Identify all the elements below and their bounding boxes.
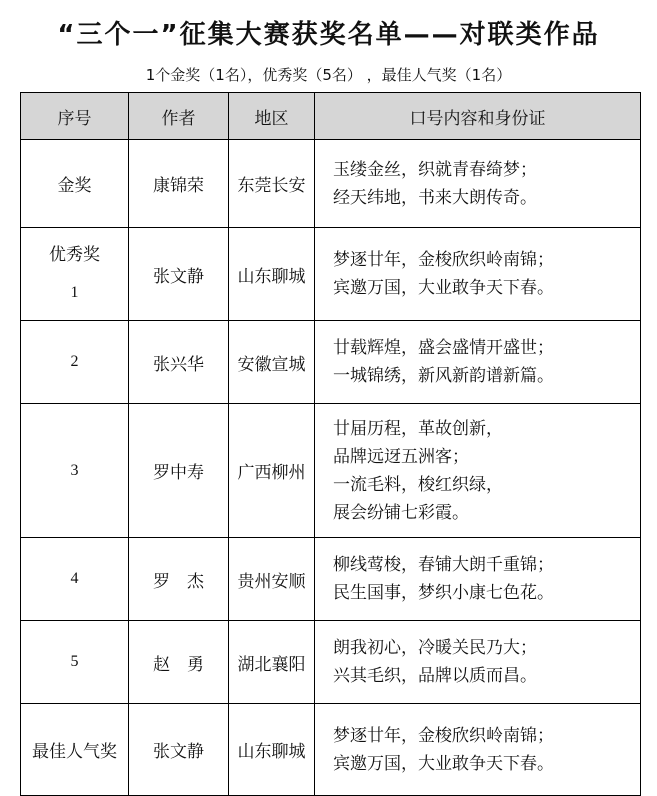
author-cell: 罗中寿 <box>129 404 229 538</box>
rank-cell: 金奖 <box>21 140 129 228</box>
winners-table <box>20 92 641 796</box>
region-cell: 安徽宣城 <box>229 321 315 404</box>
couplet-cell <box>315 538 641 621</box>
couplet-line: 梦逐廿年，金梭欣织岭南锦； <box>333 725 554 746</box>
author-cell: 张文静 <box>129 228 229 321</box>
rank-number: 1 <box>70 284 79 301</box>
table-row <box>21 621 641 704</box>
author-cell: 赵 勇 <box>129 621 229 704</box>
rank-cell <box>21 404 129 538</box>
couplet-line: 廿届历程，革故创新， <box>333 418 503 439</box>
page-title: “三个一”征集大赛获奖名单——对联类作品 <box>57 20 600 50</box>
couplet-cell <box>315 404 641 538</box>
author-cell: 张文静 <box>129 704 229 796</box>
region-cell: 湖北襄阳 <box>229 621 315 704</box>
couplet-cell <box>315 140 641 228</box>
couplet-cell <box>315 228 641 321</box>
couplet-cell <box>315 321 641 404</box>
couplet-line: 一城锦绣，新风新韵谱新篇。 <box>333 366 554 386</box>
header-author: 作者 <box>129 93 229 140</box>
rank-number: 3 <box>70 461 79 479</box>
couplet-cell <box>315 704 641 796</box>
header-number: 序号 <box>21 93 129 140</box>
rank-label: 优秀奖 <box>49 245 100 265</box>
table-row <box>21 228 641 321</box>
couplet-line: 朗我初心，冷暖关民乃大； <box>333 638 537 658</box>
region-cell: 贵州安顺 <box>229 538 315 621</box>
region-cell: 山东聊城 <box>229 228 315 321</box>
couplet-line: 宾邀万国，大业敢争天下春。 <box>333 278 554 298</box>
rank-number: 2 <box>70 353 79 370</box>
region-cell: 山东聊城 <box>229 704 315 796</box>
table-row <box>21 704 641 796</box>
author-cell: 张兴华 <box>129 321 229 404</box>
table-row <box>21 538 641 621</box>
award-summary: 1个金奖（1名），优秀奖（5名） ，最佳人气奖（1名） <box>145 66 512 84</box>
couplet-line: 兴其毛织，品牌以质而昌。 <box>333 666 537 686</box>
couplet-line: 玉缕金丝，织就青春绮梦； <box>333 159 537 180</box>
region-cell: 东莞长安 <box>229 140 315 228</box>
couplet-line: 经天纬地，书来大朗传奇。 <box>333 187 537 208</box>
header-content: 口号内容和身份证 <box>315 93 641 140</box>
couplet-line: 廿载辉煌，盛会盛情开盛世； <box>333 338 554 358</box>
rank-cell <box>21 538 129 621</box>
rank-cell <box>21 321 129 404</box>
table-header-row <box>21 93 641 140</box>
region-cell: 广西柳州 <box>229 404 315 538</box>
header-region: 地区 <box>229 93 315 140</box>
couplet-line: 展会纷铺七彩霞。 <box>333 502 469 523</box>
couplet-line: 品牌远迓五洲客； <box>333 446 469 467</box>
author-cell: 康锦荣 <box>129 140 229 228</box>
rank-number: 5 <box>70 653 79 670</box>
couplet-line: 柳线莺梭，春铺大朗千重锦； <box>333 555 554 575</box>
rank-number: 4 <box>70 570 79 587</box>
rank-cell: 最佳人气奖 <box>21 704 129 796</box>
table-row <box>21 404 641 538</box>
table-row <box>21 321 641 404</box>
couplet-cell <box>315 621 641 704</box>
couplet-line: 宾邀万国，大业敢争天下春。 <box>333 753 554 774</box>
couplet-line: 一流毛料，梭红织绿， <box>333 474 503 495</box>
couplet-line: 民生国事，梦织小康七色花。 <box>333 583 554 603</box>
table-row <box>21 140 641 228</box>
rank-cell <box>21 228 129 321</box>
rank-cell <box>21 621 129 704</box>
author-cell: 罗 杰 <box>129 538 229 621</box>
couplet-line: 梦逐廿年，金梭欣织岭南锦； <box>333 250 554 270</box>
